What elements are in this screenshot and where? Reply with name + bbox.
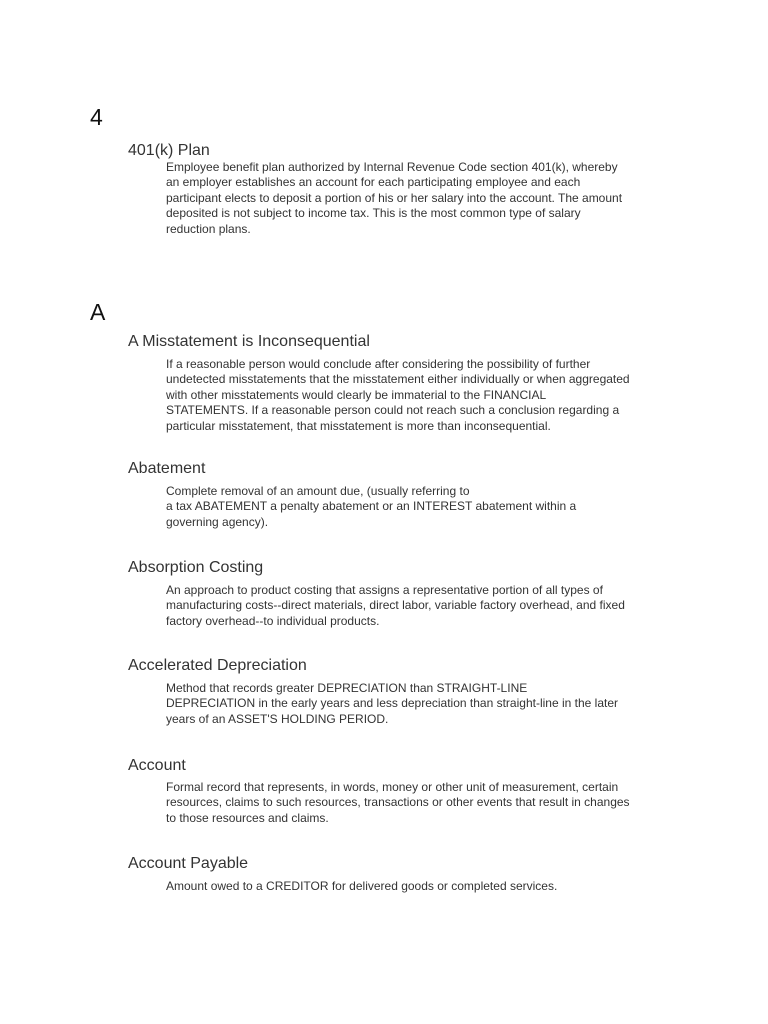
definition-line: Method that records greater DEPRECIATION than STRAIGHT-LINE	[166, 681, 528, 695]
definition-line: a tax ABATEMENT a penalty abatement or an INTEREST abatement within a	[166, 499, 577, 514]
entry-term: A Misstatement is Inconsequential	[128, 333, 370, 350]
section-heading-4: 4	[90, 104, 103, 130]
entry-term: Account	[128, 757, 186, 774]
entry-term: Absorption Costing	[128, 559, 264, 576]
glossary-entry-401k-plan	[128, 141, 688, 237]
definition-line: factory overhead--to individual products.	[166, 613, 380, 628]
definition-line: STATEMENTS. If a reasonable person could not reach such a conclusion regarding a	[166, 403, 620, 418]
entry-term: 401(k) Plan	[128, 142, 210, 159]
glossary-entry-absorption-costing	[128, 558, 688, 629]
definition-line: with other misstatements would clearly be immaterial to the FINANCIAL	[166, 387, 547, 402]
definition-line: reduction plans.	[166, 221, 251, 236]
definition-line: participant elects to deposit a portion of his or her salary into the account. The amount	[166, 190, 623, 205]
definition-line: Complete removal of an amount due, (usually referring to	[166, 484, 470, 498]
definition-line: Amount owed to a CREDITOR for delivered goods or completed services.	[166, 879, 558, 893]
definition-line: governing agency).	[166, 514, 269, 529]
definition-line: An approach to product costing that assigns a representative portion of all types of	[166, 583, 603, 597]
entry-term: Accelerated Depreciation	[128, 657, 307, 674]
entry-term: Account Payable	[128, 855, 249, 872]
entry-term: Abatement	[128, 460, 206, 477]
definition-line: particular misstatement, that misstatement is more than inconsequential.	[166, 418, 551, 433]
entry-definition	[128, 160, 688, 237]
entry-definition	[128, 484, 688, 530]
definition-line: undetected misstatements that the misstatement either individually or when aggregated	[166, 372, 630, 387]
definition-line: an employer establishes an account for each participating employee and each	[166, 175, 581, 190]
entry-definition	[128, 357, 688, 434]
section-heading-a: A	[90, 299, 106, 325]
entry-definition	[128, 583, 688, 629]
definition-line: DEPRECIATION in the early years and less depreciation than straight-line in the later	[166, 696, 618, 711]
entry-definition	[128, 681, 688, 727]
entry-definition	[128, 780, 688, 826]
definition-line: Employee benefit plan authorized by Internal Revenue Code section 401(k), whereby	[166, 160, 618, 174]
definition-line: If a reasonable person would conclude after considering the possibility of further	[166, 357, 591, 371]
entry-definition	[128, 879, 688, 894]
glossary-entry-account-payable	[128, 854, 688, 894]
definition-line: to those resources and claims.	[166, 810, 329, 825]
definition-line: resources, claims to such resources, transactions or other events that result in changes	[166, 795, 630, 810]
definition-line: manufacturing costs--direct materials, direct labor, variable factory overhead, and fixed	[166, 598, 625, 613]
glossary-entry-accelerated-depreciation	[128, 656, 688, 727]
definition-line: deposited is not subject to income tax. This is the most common type of salary	[166, 206, 581, 221]
definition-line: years of an ASSET'S HOLDING PERIOD.	[166, 711, 389, 726]
definition-line: Formal record that represents, in words, money or other unit of measurement, certain	[166, 780, 619, 794]
glossary-entry-abatement	[128, 459, 688, 530]
glossary-entry-account	[128, 756, 688, 826]
glossary-entry-misstatement-inconsequential	[128, 332, 688, 434]
